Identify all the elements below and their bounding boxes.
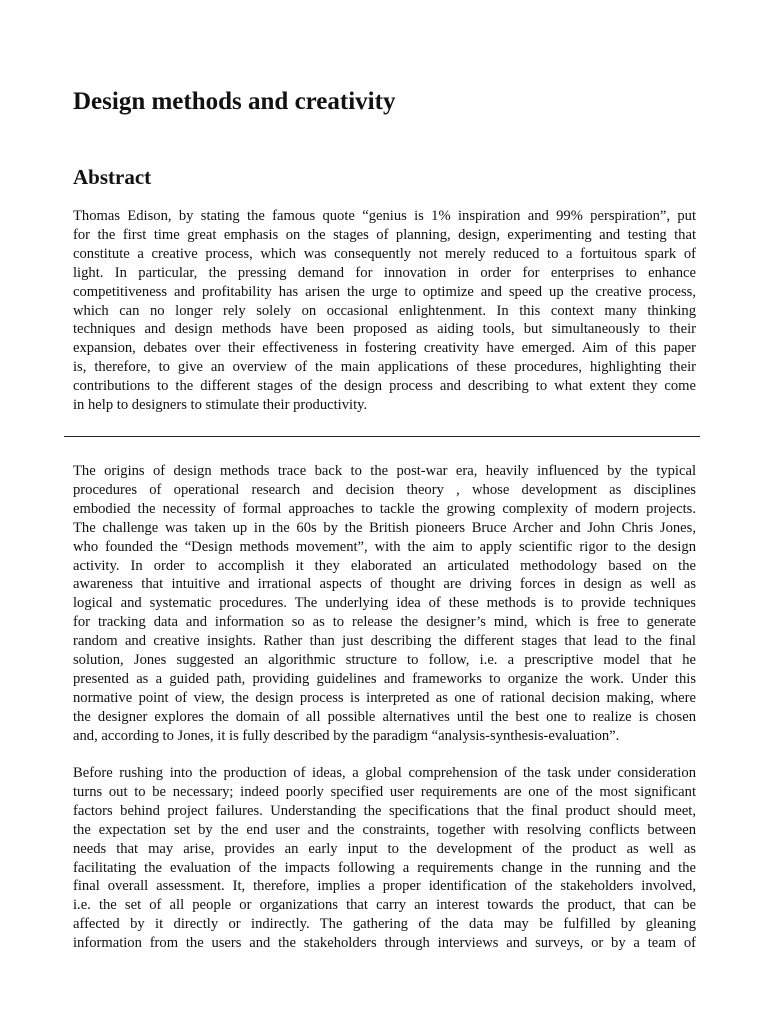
text-line: in help to designers to stimulate their productivity. (73, 397, 368, 414)
text-line: and, according to Jones, it is fully described by the paradigm “analysis-synthesis-evaluation”. (73, 727, 620, 744)
text-line: light. In particular, the pressing demand for innovation in order for enterprises to enhance (73, 264, 696, 281)
abstract-paragraph (73, 207, 696, 415)
text-line: contributions to the different stages of the design process and describing to what extent they come (73, 378, 696, 395)
text-line: competitiveness and profitability has arisen the urge to optimize and speed up the creative process, (73, 283, 696, 300)
text-line: facilitating the evaluation of the impacts following a requirements change in the running and the (73, 859, 696, 876)
text-line: final overall assessment. It, therefore, implies a proper identification of the stakeholders involved, (73, 878, 696, 895)
text-line: which can no longer rely solely on occasional enlightenment. In this context many thinking (73, 302, 696, 319)
text-line: i.e. the set of all people or organizations that carry an interest towards the product, that can be (73, 897, 696, 914)
body-paragraph-origins (73, 462, 696, 746)
text-line: normative point of view, the design process is interpreted as one of rational decision making, where (73, 689, 696, 706)
text-line: is, therefore, to give an overview of the main applications of these procedures, highlighting their (73, 359, 696, 376)
text-line: The origins of design methods trace back to the post-war era, heavily influenced by the typical (73, 463, 696, 479)
text-line: presented as a guided path, providing guidelines and frameworks to organize the work. Under this (73, 670, 696, 687)
text-line: procedures of operational research and decision theory , whose development as disciplines (73, 481, 696, 498)
text-line: information from the users and the stakeholders through interviews and surveys, or by a team of (73, 935, 696, 952)
abstract-heading: Abstract (73, 165, 152, 189)
text-line: who founded the “Design methods movement”, with the aim to apply scientific rigor to the design (73, 538, 696, 555)
text-line: constitute a creative process, which was consequently not merely reduced to a fortuitous spark of (73, 245, 696, 262)
text-line: random and creative insights. Rather than just describing the different stages that lead to the final (73, 633, 696, 650)
text-line: logical and systematic procedures. The underlying idea of these methods is to provide techniques (73, 595, 696, 612)
text-line: factors behind project failures. Understanding the specifications that the final product should meet, (73, 802, 696, 819)
text-line: techniques and design methods have been proposed as aiding tools, but simultaneously to their (73, 321, 696, 338)
text-line: solution, Jones suggested an algorithmic structure to follow, i.e. a prescriptive model that he (73, 652, 696, 669)
text-line: the designer explores the domain of all possible alternatives until the best one to realize is chosen (73, 708, 696, 725)
text-line: needs that may arise, provides an early input to the development of the product as well as (73, 840, 696, 857)
page-title: Design methods and creativity (73, 88, 396, 115)
text-line: awareness that intuitive and irrational aspects of thought are driving forces in design as well as (73, 576, 696, 593)
text-line: embodied the necessity of formal approaches to tackle the growing complexity of modern projects. (73, 500, 696, 517)
text-line: activity. In order to accomplish it they elaborated an articulated methodology based on the (73, 557, 696, 574)
text-line: the expectation set by the end user and the constraints, together with resolving conflicts between (73, 821, 696, 838)
text-line: Thomas Edison, by stating the famous quote “genius is 1% inspiration and 99% perspiration”, put (73, 208, 696, 224)
text-line: The challenge was taken up in the 60s by the British pioneers Bruce Archer and John Chris Jones, (73, 519, 696, 536)
section-divider (64, 436, 700, 437)
text-line: for tracking data and information so as to release the designer’s mind, which is free to generate (73, 614, 696, 631)
text-line: affected by it directly or indirectly. The gathering of the data may be fulfilled by gleaning (73, 916, 696, 933)
text-line: for the first time great emphasis on the stages of planning, design, experimenting and testing that (73, 226, 696, 243)
text-line: expansion, debates over their effectiveness in fostering creativity have emerged. Aim of this paper (73, 340, 696, 357)
text-line: Before rushing into the production of ideas, a global comprehension of the task under consideration (73, 765, 696, 781)
body-paragraph-requirements (73, 764, 696, 953)
text-line: turns out to be necessary; indeed poorly specified user requirements are one of the most significant (73, 783, 696, 800)
